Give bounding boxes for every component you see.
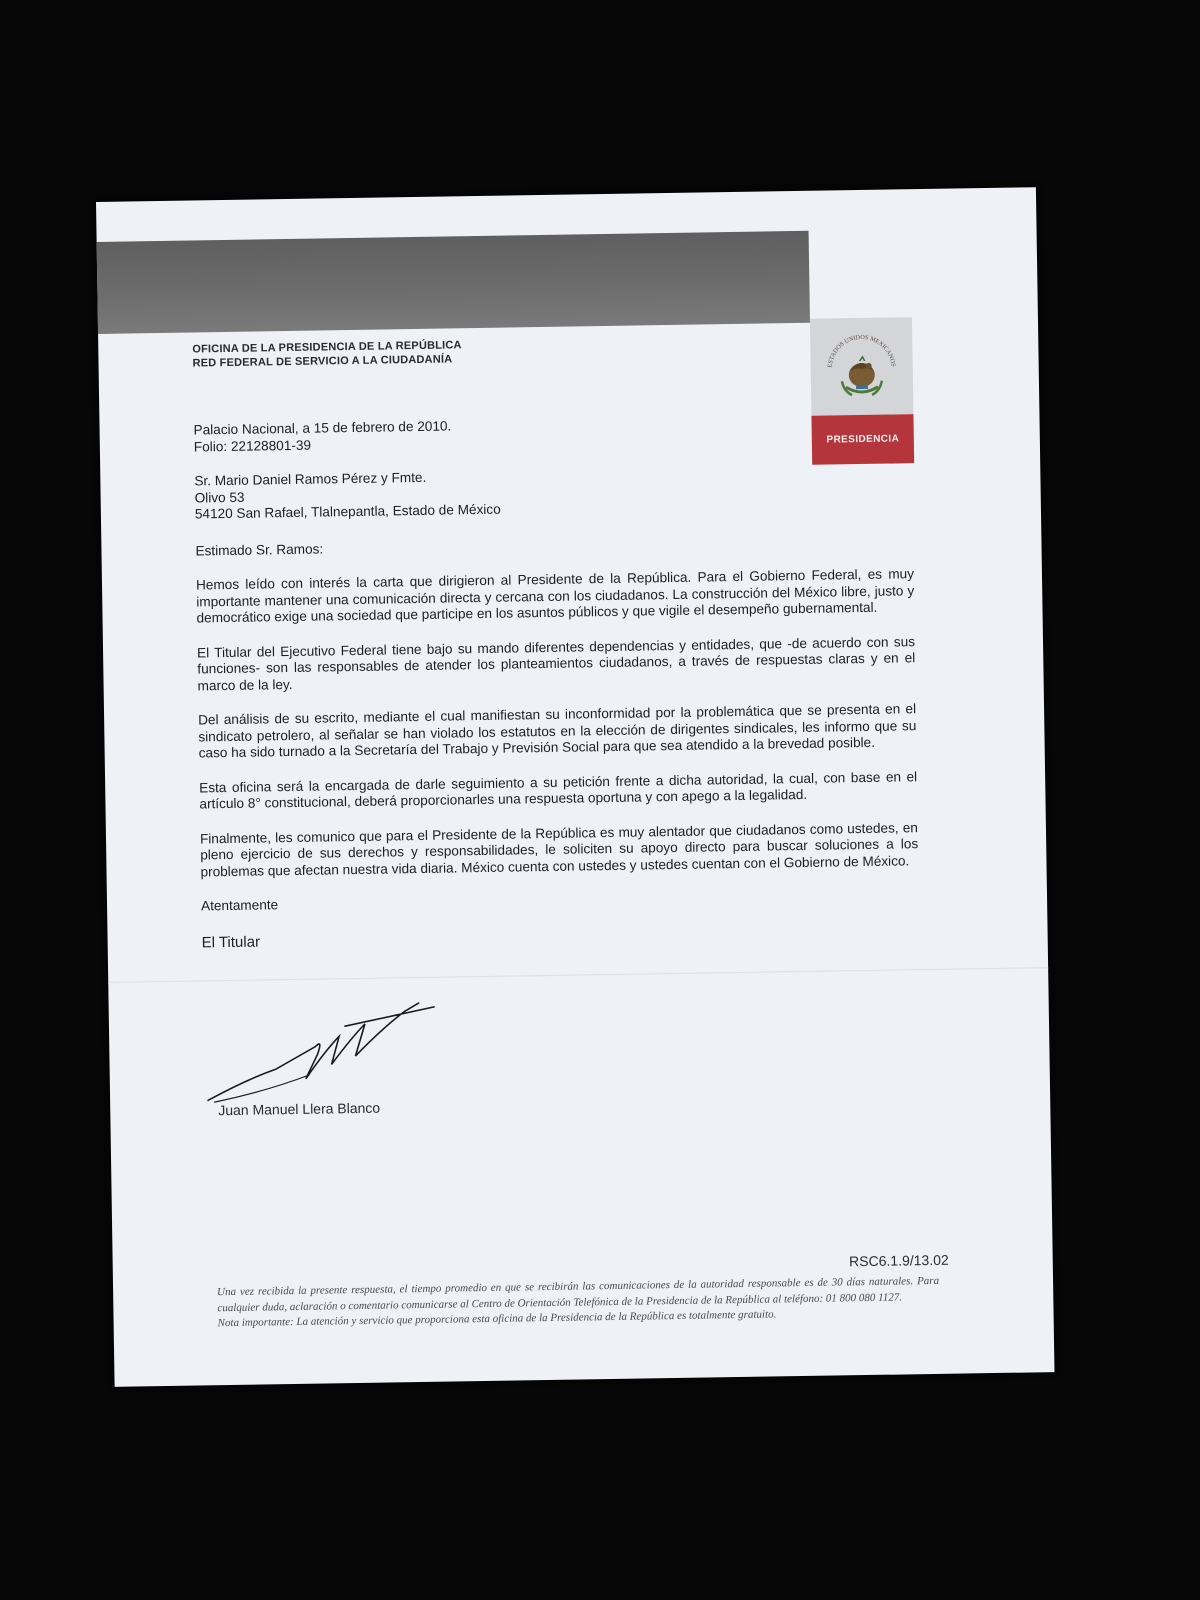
signer-title: El Titular bbox=[201, 933, 261, 951]
paragraph-5: Finalmente, les comunico que para el Presidente de la República es muy alentador que ciudadanos como ustedes, en pleno ejercicio de sus derechos y responsabilidades, le soliciten su apoyo directo para buscar soluciones a los problemas que afectan nuestra vida diaria. México cuenta con ustedes y ustedes cuentan con el Gobierno de México. bbox=[199, 819, 919, 879]
footer-note-1: Una vez recibida la presente respuesta, el tiempo promedio en que se recibirán las comunicaciones de la autoridad responsable es de 30 días naturales. Para cualquier duda, aclaración o comentario comunicarse al Centro de Orientación Telefónica de la Presidencia de la República al teléfono: 01 800 080 1127. bbox=[217, 1274, 940, 1314]
mexican-coat-of-arms-icon bbox=[819, 324, 904, 409]
paragraph-4: Esta oficina será la encargada de darle seguimiento a su petición frente a dicha autoridad, la cual, con base en el artículo 8° constitucional, deberá proporcionarles una respuesta oportuna y con apego a la legalidad. bbox=[199, 768, 918, 812]
office-line-2: RED FEDERAL DE SERVICIO A LA CIUDADANÍA bbox=[192, 353, 453, 370]
recipient-city: 54120 San Rafael, Tlalnepantla, Estado de México bbox=[194, 501, 501, 522]
office-line-1: OFICINA DE LA PRESIDENCIA DE LA REPÚBLICA bbox=[192, 339, 462, 356]
footer-note bbox=[217, 1274, 940, 1332]
signer-name: Juan Manuel Llera Blanco bbox=[218, 1099, 381, 1119]
footer-note-2: Nota importante: La atención y servicio que proporciona esta oficina de la Presidencia de la República es totalmente gratuito. bbox=[217, 1308, 777, 1330]
recipient-street: Olivo 53 bbox=[194, 489, 245, 505]
office-header bbox=[192, 338, 462, 370]
seal-panel bbox=[810, 317, 914, 416]
logo-label: PRESIDENCIA bbox=[811, 414, 914, 465]
signature-icon bbox=[205, 997, 437, 1111]
recipient-name: Sr. Mario Daniel Ramos Pérez y Fmte. bbox=[194, 469, 427, 489]
header-bar bbox=[97, 231, 810, 334]
letter-page bbox=[96, 187, 1054, 1387]
folio: Folio: 22128801-39 bbox=[193, 437, 312, 454]
reference-code: RSC6.1.9/13.02 bbox=[848, 1251, 949, 1270]
salutation: Estimado Sr. Ramos: bbox=[195, 540, 324, 558]
seal-text: ESTADOS UNIDOS MEXICANOS bbox=[826, 333, 897, 368]
paragraph-2: El Titular del Ejecutivo Federal tiene bajo su mando diferentes dependencias y entidades, que -de acuerdo con sus funciones- son las responsables de atender los planteamientos ciudadanos, a través de respuestas claras y en el marco de la ley. bbox=[196, 633, 916, 693]
paragraph-1: Hemos leído con interés la carta que dirigieron al Presidente de la República. Para el Gobierno Federal, es muy importante mantener una comunicación directa y cercana con los ciudadanos. La construcción del México libre, justo y democrático exige una sociedad que participe en los asuntos públicos y que vigile el desempeño gubernamental. bbox=[195, 566, 915, 626]
paragraph-3: Del análisis de su escrito, mediante el cual manifiestan su inconformidad por la problemática que se presenta en el sindicato petrolero, al señalar se han violado los estatutos en la elección de dirigentes sindicales, les informo que su caso ha sido turnado a la Secretaría del Trabajo y Previsión Social para que sea atendido a la brevedad posible. bbox=[198, 701, 917, 761]
letter-body bbox=[193, 411, 919, 951]
closing: Atentamente bbox=[200, 897, 279, 914]
place-date: Palacio Nacional, a 15 de febrero de 2010. bbox=[193, 418, 452, 438]
paper-fold bbox=[108, 967, 1048, 984]
